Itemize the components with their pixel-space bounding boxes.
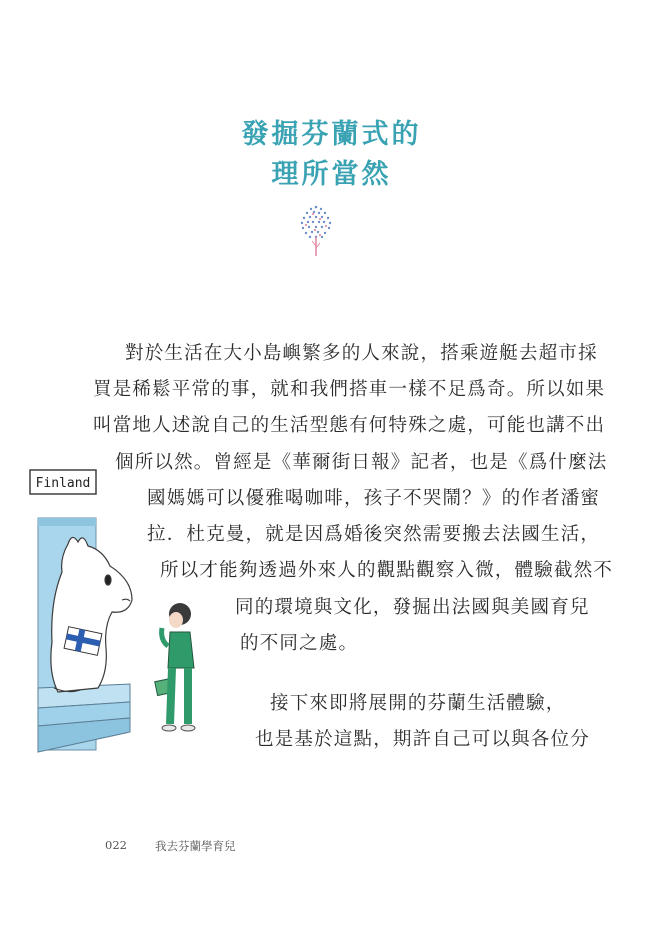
text-line: 所以才能夠透過外來人的觀點觀察入微，體驗截然不 [160,560,614,581]
text-line: 個所以然。曾經是《華爾街日報》記者，也是《爲什麼法 [115,452,608,473]
moomin-boy-illustration [28,462,228,762]
tree-ornament-icon [296,204,336,260]
text-line: 叫當地人述說自己的生活型態有何特殊之處，可能也講不出 [93,415,606,436]
title-line-2: 理所當然 [271,159,392,190]
text-line: 的不同之處。 [240,633,359,654]
text-line: 對於生活在大小島嶼繁多的人來說，搭乘遊艇去超市採 [125,343,598,364]
page-number: 022 [105,838,127,852]
sign-text: Finland [35,476,91,491]
text-line: 拉．杜克曼，就是因爲婚後突然需要搬去法國生活， [147,524,601,545]
text-line: 也是基於這點，期許自己可以與各位分 [255,729,590,750]
moomin-figure [51,537,132,692]
title-line-1: 發掘芬蘭式的 [241,119,422,150]
boy-figure [155,603,195,731]
text-line: 買是稀鬆平常的事，就和我們搭車一樣不足爲奇。所以如果 [93,379,606,400]
text-line: 接下來即將展開的芬蘭生活體驗， [270,693,566,714]
text-line: 同的環境與文化，發掘出法國與美國育兒 [235,597,590,618]
finland-sign [30,470,96,494]
text-line: 國媽媽可以優雅喝咖啡，孩子不哭鬧？》的作者潘蜜 [147,488,601,509]
running-book-title: 我去芬蘭學育兒 [155,839,236,853]
